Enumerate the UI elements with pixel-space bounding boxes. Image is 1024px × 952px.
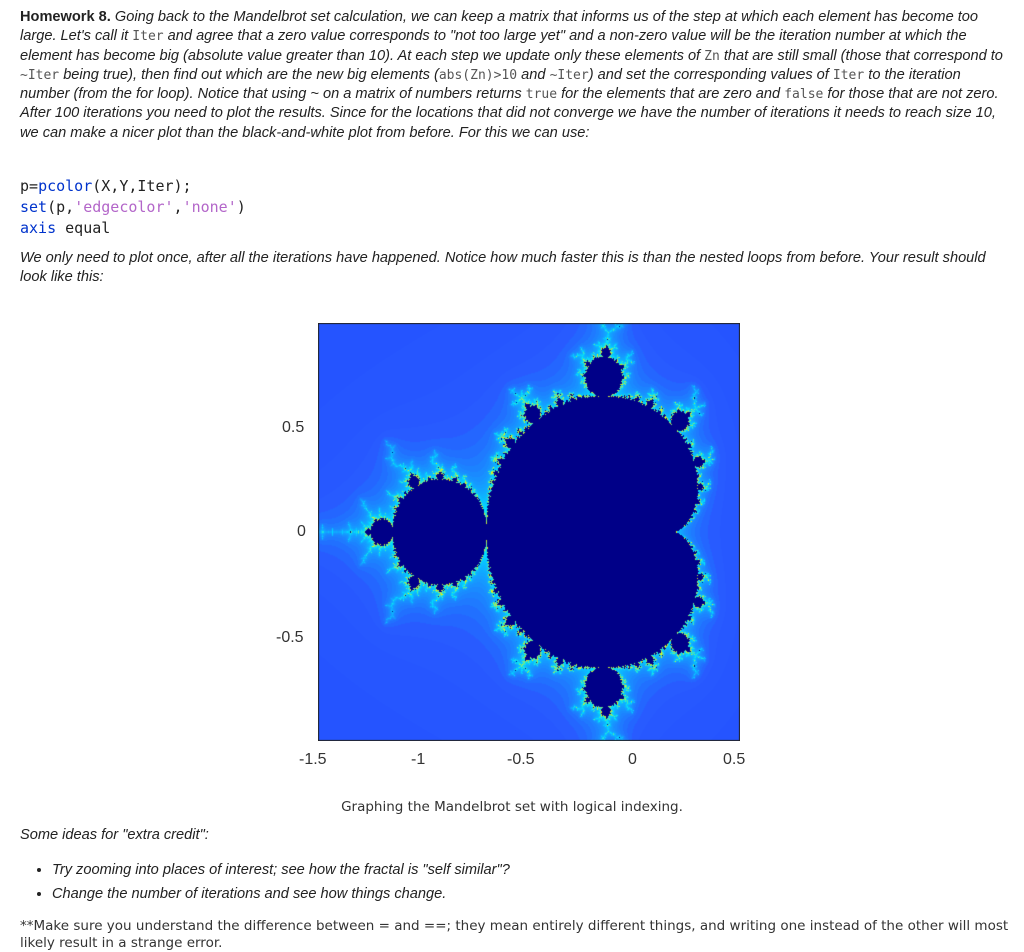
code-iter-2: Iter bbox=[832, 67, 865, 83]
homework-label: Homework 8. bbox=[20, 9, 111, 25]
code-token: (X,Y,Iter); bbox=[92, 177, 192, 195]
ideas-list bbox=[32, 858, 510, 906]
code-iter: Iter bbox=[132, 29, 164, 45]
x-tick-label: -1.5 bbox=[299, 751, 327, 768]
y-tick-label: 0.5 bbox=[282, 419, 305, 436]
homework-text-4: being true), then find out which are the new big elements ( bbox=[59, 66, 439, 83]
after-code-text: We only need to plot once, after all the iterations have happened. Notice how much faster this is than the nested loops from before. Your result should look like this: bbox=[20, 250, 986, 286]
code-abs-zn: abs(Zn)>10 bbox=[438, 67, 518, 83]
mandelbrot-plot bbox=[318, 323, 740, 741]
code-line-3 bbox=[20, 218, 246, 239]
homework-text-7: to the iteration number (from the for loop). Notice that using ~ on a matrix of numbers returns bbox=[20, 66, 961, 103]
warning-note: **Make sure you understand the difference between = and ==; they mean entirely different things, and writing one instead of the other will most likely result in a strange error. bbox=[20, 918, 1009, 951]
list-item: • Change the number of iterations and see how things change. bbox=[52, 882, 510, 906]
code-function: pcolor bbox=[38, 177, 93, 195]
homework-text-6: ) and set the corresponding values of bbox=[588, 66, 833, 83]
code-string: 'edgecolor' bbox=[74, 198, 174, 216]
code-line-2 bbox=[20, 197, 246, 218]
x-tick-label: 0.5 bbox=[723, 751, 746, 768]
code-string: 'none' bbox=[182, 198, 237, 216]
code-line-1 bbox=[20, 176, 246, 197]
homework-text-5: and bbox=[517, 66, 550, 83]
code-token: p= bbox=[20, 177, 39, 195]
homework-text-8: for the elements that are zero and bbox=[557, 86, 785, 103]
x-tick-label: 0 bbox=[628, 751, 637, 768]
figure-caption: Graphing the Mandelbrot set with logical indexing. bbox=[341, 799, 683, 815]
code-token: equal bbox=[56, 219, 111, 237]
code-not-iter: ~Iter bbox=[20, 67, 60, 83]
code-function: axis bbox=[20, 219, 57, 237]
code-true: true bbox=[525, 87, 558, 103]
homework-text-3: that are still small (those that correspond to bbox=[719, 47, 1003, 64]
code-function: set bbox=[20, 198, 48, 216]
code-token: , bbox=[173, 198, 183, 216]
homework-text-9: for those that are not zero. After 100 iterations you need to plot the results. Since for the locations that did not converge we have the number of iterations it needs to reach size 10, we can make a nicer plot than the black-and-white plot from before. For this we can use: bbox=[20, 86, 999, 141]
x-tick-label: -1 bbox=[411, 751, 426, 768]
code-token: ) bbox=[236, 198, 246, 216]
homework-text-1: Going back to the Mandelbrot set calculation, we can keep a matrix that informs us of the step at which each element has become too large. Let's call it bbox=[20, 9, 979, 45]
code-not-iter-2: ~Iter bbox=[549, 67, 589, 83]
homework-text-2: and agree that a zero value corresponds to "not too large yet" and a non-zero value will be the iteration number at which the element has become big (absolute value greater than 10). At each step we update only these elements of bbox=[20, 28, 967, 64]
code-token: (p, bbox=[47, 198, 75, 216]
y-tick-label: -0.5 bbox=[276, 629, 304, 646]
y-tick-label: 0 bbox=[297, 523, 306, 540]
x-tick-label: -0.5 bbox=[507, 751, 535, 768]
homework-paragraph bbox=[20, 8, 1010, 143]
list-item: • Try zooming into places of interest; see how the fractal is "self similar"? bbox=[52, 858, 510, 882]
code-zn: Zn bbox=[704, 48, 720, 64]
code-block bbox=[20, 176, 246, 239]
extra-credit-heading: Some ideas for "extra credit": bbox=[20, 827, 209, 843]
code-false: false bbox=[784, 87, 824, 103]
